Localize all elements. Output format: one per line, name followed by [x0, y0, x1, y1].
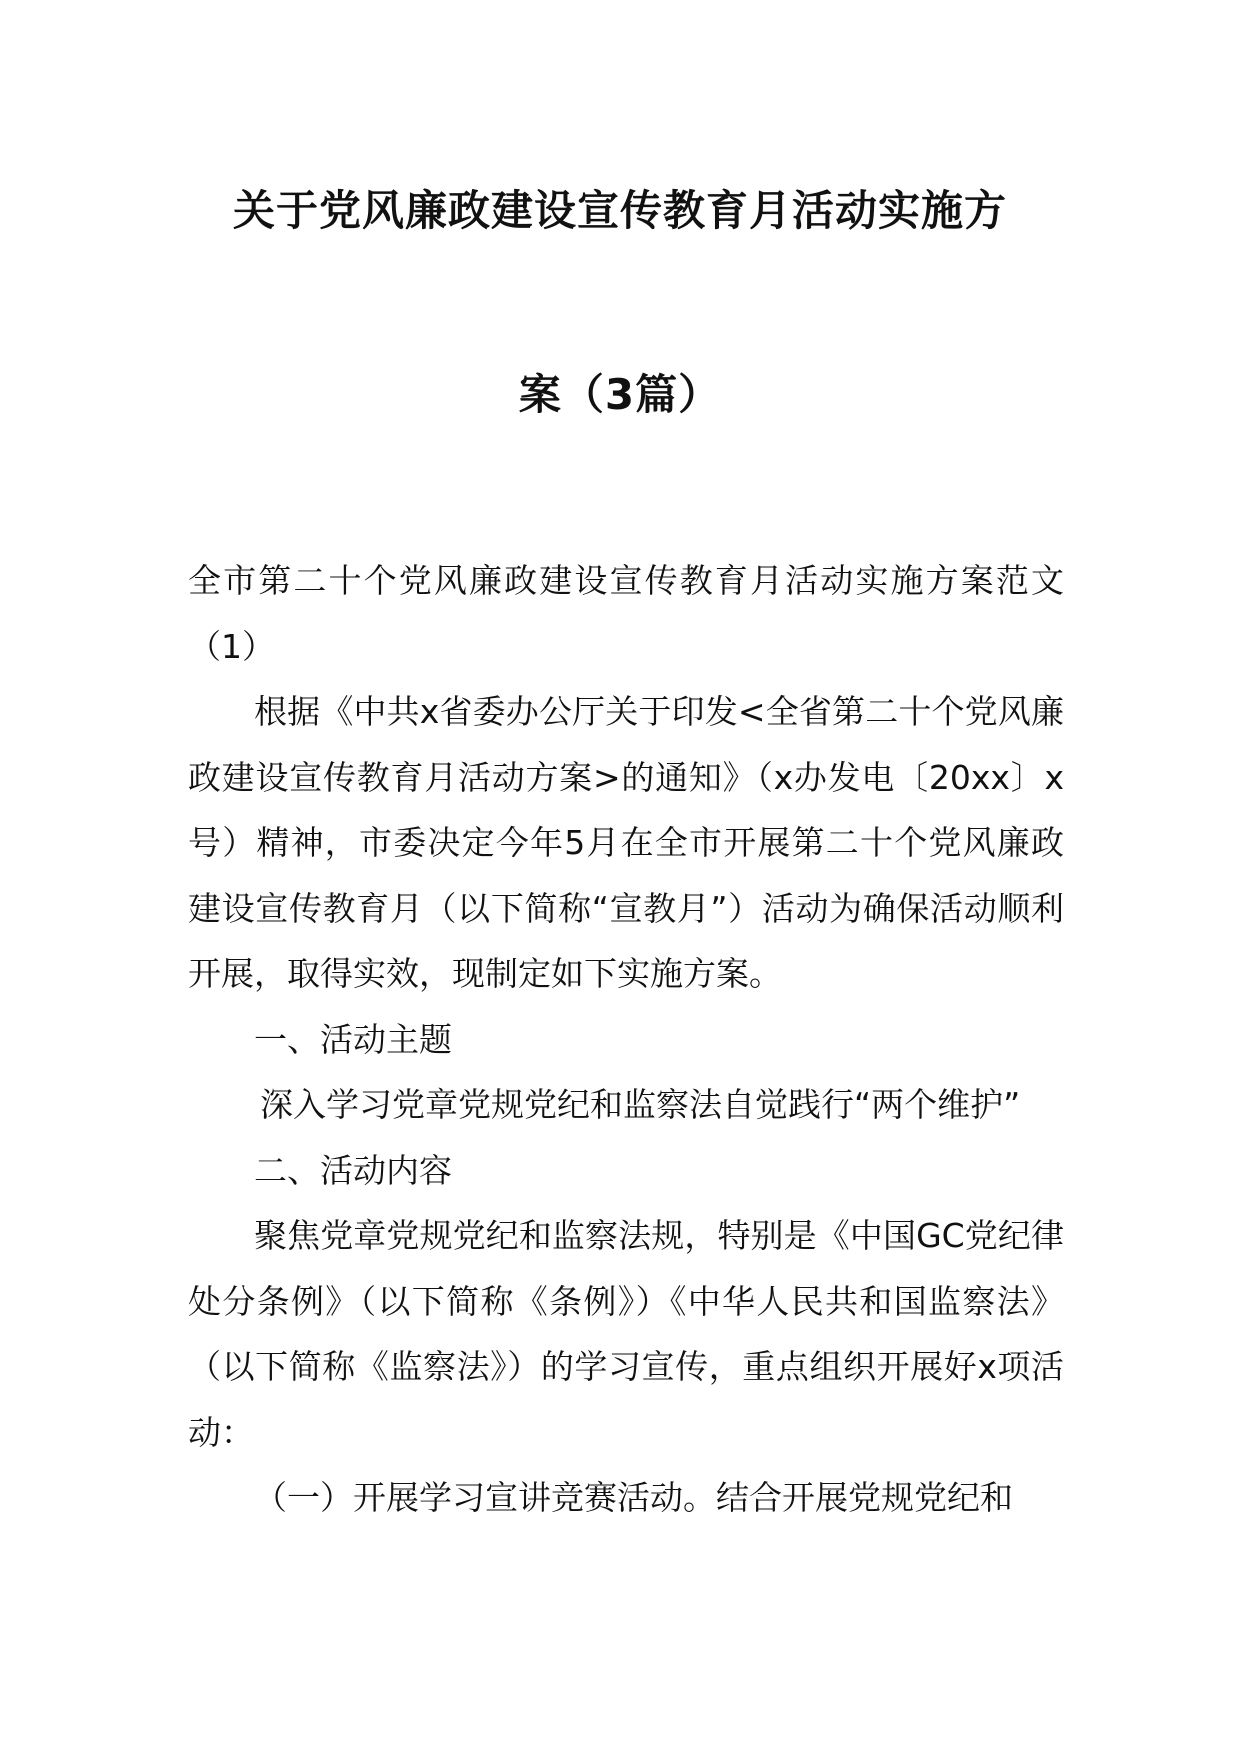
heading-activity-content: 二、活动内容 [254, 1150, 452, 1190]
heading-activity-theme: 一、活动主题 [254, 1019, 452, 1059]
document-body [188, 548, 1064, 1531]
section-heading-fanwen-1: 全市第二十个党风廉政建设宣传教育月活动实施方案范文（1） [188, 561, 1064, 666]
paragraph-activity-content: 聚焦党章党规党纪和监察法规，特别是《中国GC党纪律处分条例》（以下简称《条例》）《中华人民共和国监察法》（以下简称《监察法》）的学习宣传，重点组织开展好x项活动： [188, 1216, 1064, 1452]
paragraph-activity-theme: 深入学习党章党规党纪和监察法自觉践行“两个维护” [260, 1085, 1021, 1124]
paragraph-intro: 根据《中共x省委办公厅关于印发<全省第二十个党风廉政建设宣传教育月活动方案>的通知》（x办发电〔20xx〕x号）精神，市委决定今年5月在全市开展第二十个党风廉政建设宣传教育月（以下简称“宣教月”）活动为确保活动顺利开展，取得实效，现制定如下实施方案。 [188, 692, 1064, 993]
paragraph-item-1: （一）开展学习宣讲竞赛活动。结合开展党规党纪和 [254, 1478, 1013, 1517]
document-title-line-1: 关于党风廉政建设宣传教育月活动实施方 [232, 186, 1007, 235]
document-title-line-2: 案（3篇） [518, 370, 722, 419]
